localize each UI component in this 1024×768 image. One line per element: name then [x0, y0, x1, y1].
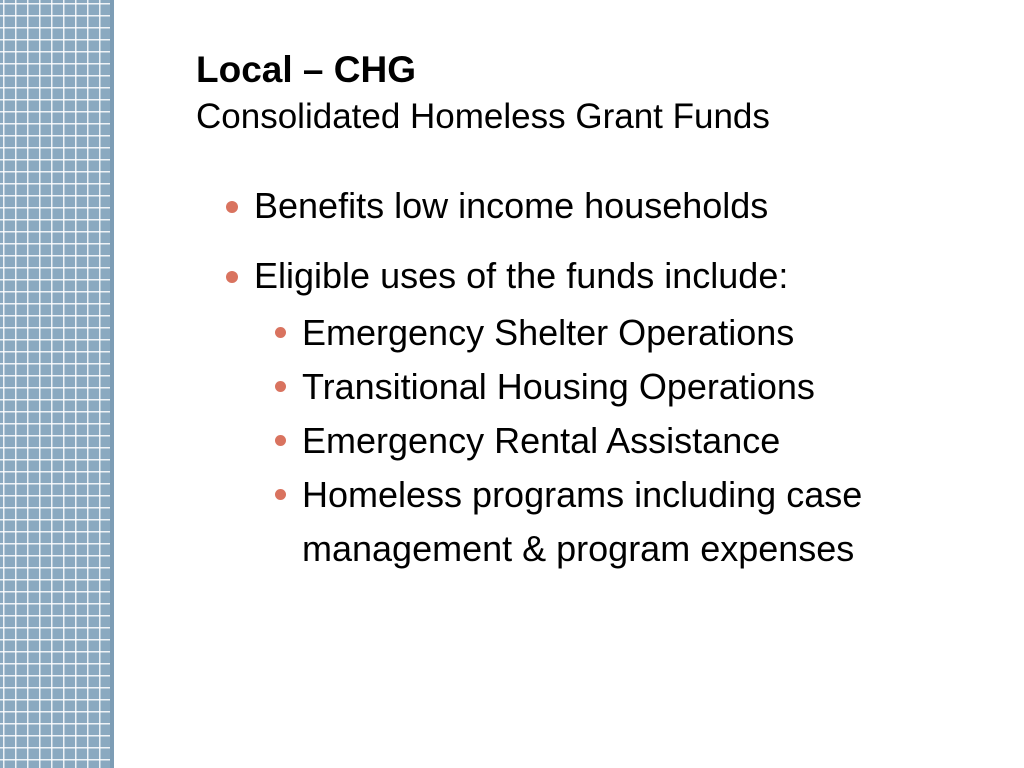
bullet-text: Eligible uses of the funds include: [254, 255, 789, 296]
slide-title: Local – CHG [196, 49, 416, 90]
bullet-item [222, 252, 1002, 300]
sub-bullet-text: Transitional Housing Operations [302, 366, 815, 407]
sub-bullet-text: Homeless programs including case management & program expenses [302, 474, 863, 569]
decorative-grid-strip [0, 0, 114, 768]
bullet-dot-icon [226, 271, 238, 283]
sub-bullet-item [272, 306, 1002, 360]
bullet-dot-icon [226, 201, 238, 213]
sub-bullet-item [272, 360, 1002, 414]
bullet-item [222, 182, 1002, 230]
bullet-dot-icon [275, 327, 286, 338]
bullet-list [222, 182, 1002, 300]
sub-bullet-item [272, 468, 982, 576]
bullet-dot-icon [275, 489, 286, 500]
sub-bullet-list [272, 306, 1002, 576]
sub-bullet-text: Emergency Shelter Operations [302, 312, 795, 353]
slide-title-block [196, 46, 996, 140]
sub-bullet-item [272, 414, 1002, 468]
bullet-dot-icon [275, 435, 286, 446]
slide-content [222, 182, 1002, 576]
slide-subtitle: Consolidated Homeless Grant Funds [196, 97, 770, 136]
strip-edge [110, 0, 114, 768]
bullet-text: Benefits low income households [254, 185, 769, 226]
bullet-dot-icon [275, 381, 286, 392]
sub-bullet-text: Emergency Rental Assistance [302, 420, 781, 461]
